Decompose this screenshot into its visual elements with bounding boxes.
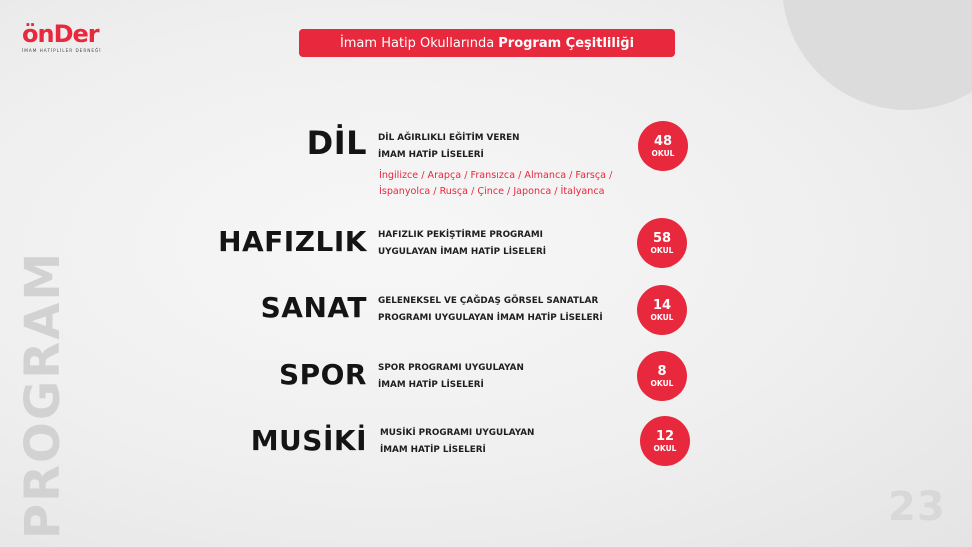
language-list: [379, 168, 644, 200]
program-description: [378, 293, 603, 327]
school-count: 12: [655, 428, 675, 444]
program-name: SANAT: [260, 291, 367, 324]
program-description: [380, 425, 534, 459]
program-name: SPOR: [278, 358, 367, 391]
description-line: GELENEKSEL VE ÇAĞDAŞ GÖRSEL SANATLAR: [378, 296, 599, 306]
language-line: İspanyolca / Rusça / Çince / Japonca / İtalyanca: [379, 186, 605, 197]
page-title-banner: [299, 29, 675, 57]
description-line: PROGRAMI UYGULAYAN İMAM HATİP LİSELERİ: [378, 313, 603, 323]
description-line: SPOR PROGRAMI UYGULAYAN: [378, 363, 524, 373]
description-line: İMAM HATİP LİSELERİ: [380, 445, 486, 455]
onder-logo: [22, 22, 122, 53]
description-line: UYGULAYAN İMAM HATİP LİSELERİ: [378, 247, 547, 257]
logo-subtitle: İMAM HATİPLİLER DERNEĞİ: [22, 48, 102, 53]
school-unit: OKUL: [651, 148, 675, 158]
school-count: 58: [652, 230, 672, 246]
language-line: İngilizce / Arapça / Fransızca / Almanca / Farsça /: [379, 170, 613, 181]
side-watermark: PROGRAM: [15, 250, 71, 540]
description-line: HAFIZLIK PEKİŞTİRME PROGRAMI: [378, 230, 543, 240]
program-description: [378, 130, 520, 164]
description-line: İMAM HATİP LİSELERİ: [378, 380, 484, 390]
school-unit: OKUL: [650, 378, 674, 388]
page-title-bold: Program Çeşitliliği: [498, 35, 635, 51]
description-line: MUSİKİ PROGRAMI UYGULAYAN: [380, 428, 535, 438]
program-description: [378, 360, 524, 394]
corner-decoration: [782, 0, 972, 110]
program-name: HAFIZLIK: [218, 225, 367, 258]
school-count-badge: [637, 351, 687, 401]
description-line: İMAM HATİP LİSELERİ: [378, 150, 484, 160]
school-count: 8: [657, 363, 667, 379]
school-count-badge: [637, 285, 687, 335]
logo-wordmark: önDer: [22, 20, 99, 48]
description-line: DİL AĞIRLIKLI EĞİTİM VEREN: [378, 133, 520, 143]
school-unit: OKUL: [650, 312, 674, 322]
program-description: [378, 227, 546, 261]
school-unit: OKUL: [653, 443, 677, 453]
school-unit: OKUL: [650, 245, 674, 255]
school-count-badge: [638, 121, 688, 171]
school-count-badge: [640, 416, 690, 466]
school-count: 14: [652, 297, 672, 313]
program-name: MUSİKİ: [250, 424, 367, 457]
program-name: DİL: [306, 124, 367, 162]
school-count-badge: [637, 218, 687, 268]
page-number: 23: [888, 484, 946, 530]
school-count: 48: [653, 133, 673, 149]
page-title-regular: İmam Hatip Okullarında: [339, 35, 495, 51]
